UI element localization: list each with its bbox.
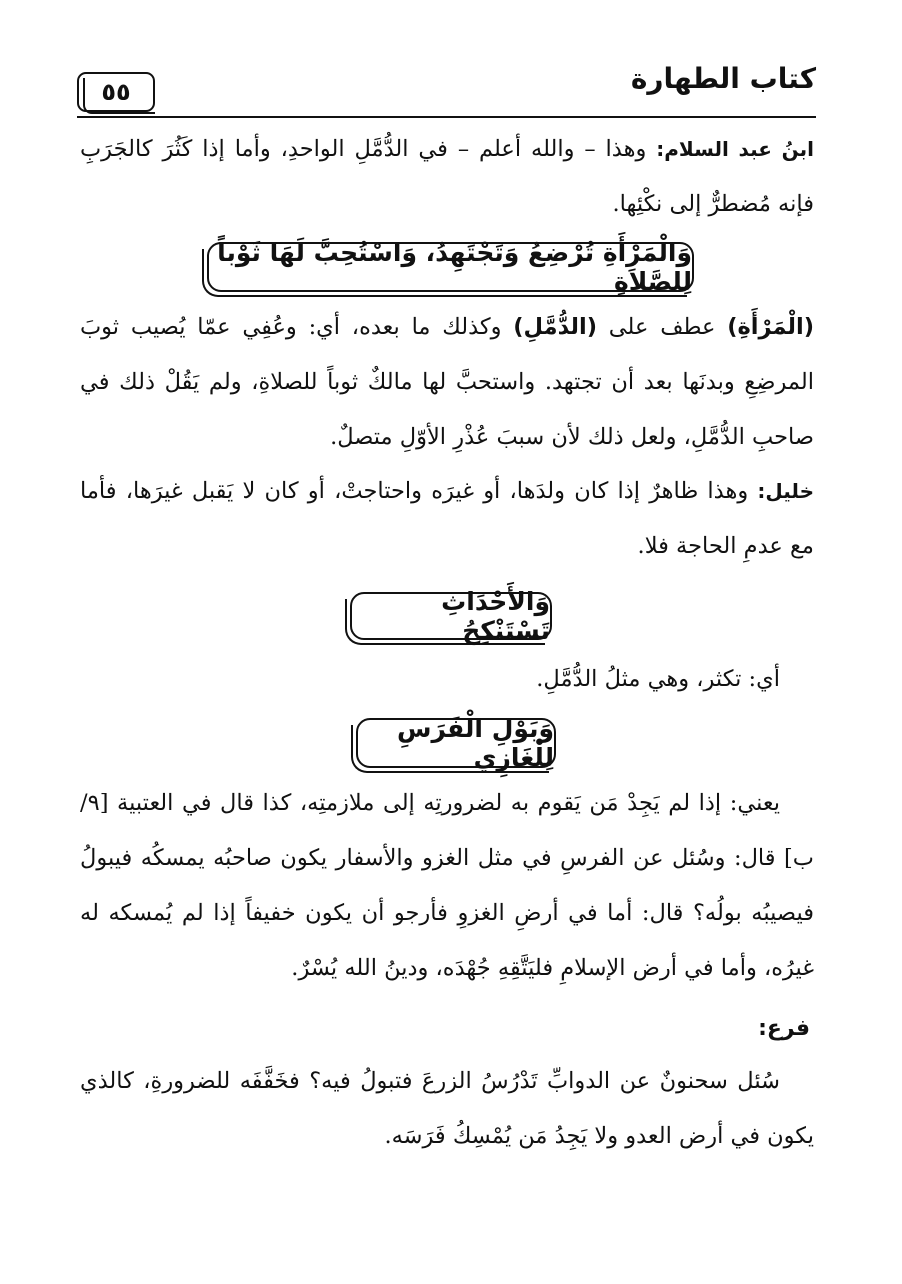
paragraph-horse [80,776,814,996]
quoted-term: (الدُّمَّلِ) [513,314,598,340]
running-title: كتاب الطهارة [630,62,816,95]
paragraph-woman-commentary [80,300,814,465]
matn-text: وَبَوْلِ الْفَرَسِ لِلْغَازِي [397,714,554,772]
header-rule [77,116,816,118]
paragraph-text: أي: تكثر، وهي مثلُ الدُّمَّلِ. [536,666,780,692]
matn-box-ahdath [350,587,552,645]
matn-box-horse [356,714,556,772]
subheading-far: فرع: [758,1016,810,1041]
page-number: ٥٥ [77,72,155,112]
paragraph-sahnun [80,1054,814,1164]
paragraph-text: وهذا – والله أعلم – في الدُّمَّلِ الواحدِ، وأما إذا كَثُرَ كالجَرَبِ فإنه مُضطرٌّ إلى نكْئِها. [80,136,814,217]
speaker-label: ابنُ عبد السلام: [656,137,815,161]
paragraph-khalil [80,464,814,574]
matn-box-woman [207,238,694,296]
quoted-term: (الْمَرْأَةِ) [727,314,814,340]
matn-text: وَالْمَرْأَةِ تُرْضِعُ وَتَجْتَهِدُ، وَاسْتُحِبَّ لَهَا ثَوْباً لِلصَّلاَةِ [217,238,692,296]
paragraph-text: عطف على [597,314,728,340]
paragraph-text: وهذا ظاهرٌ إذا كان ولدَها، أو غيرَه واحتاجتْ، أو كان لا يَقبل غيرَها، فأما مع عدمِ الحاجة فلا. [80,478,814,559]
speaker-label: خليل: [757,479,814,503]
paragraph-text: وكذلك ما بعده، أي: وعُفِي عمّا يُصيب ثوبَ المرضِعِ وبدنَها بعد أن تجتهد. واستحبَّ لها مالكٌ ثوباً للصلاةِ، ولم يَقُلْ ذلك في صاحبِ الدُّمَّلِ، ولعل ذلك لأن سببَ عُذْرِ الأوّلِ متصلٌ. [80,314,814,450]
paragraph-text: سُئل سحنونٌ عن الدوابِّ تَدْرُسُ الزرعَ فتبولُ فيه؟ فخَفَّفَه للضرورةِ، كالذي يكون في أرض العدو ولا يَجِدُ مَن يُمْسِكُ فَرَسَه. [80,1068,814,1149]
paragraph-text: يعني: إذا لم يَجِدْ مَن يَقوم به لضرورتِه إلى ملازمتِه، كذا قال في العتبية [٩/ ب] قال: وسُئل عن الفرسِ في مثل الغزو والأسفار يكون صاحبُه يمسكُه فيبولُ فيصيبُه بولُه؟ قال: أما في أرضِ الغزوِ فأرجو أن يكون خفيفاً إذا لم يُمسكه له غيرُه، وأما في أرض الإسلامِ فليَتَّقِهِ جُهْدَه، ودينُ الله يُسْرٌ. [80,790,814,981]
matn-text: وَالأَحْدَاثِ تَسْتَنْكِحُ [441,587,550,645]
paragraph-ahdath [80,652,814,707]
paragraph-ibn-abd-al-salam [80,122,814,232]
